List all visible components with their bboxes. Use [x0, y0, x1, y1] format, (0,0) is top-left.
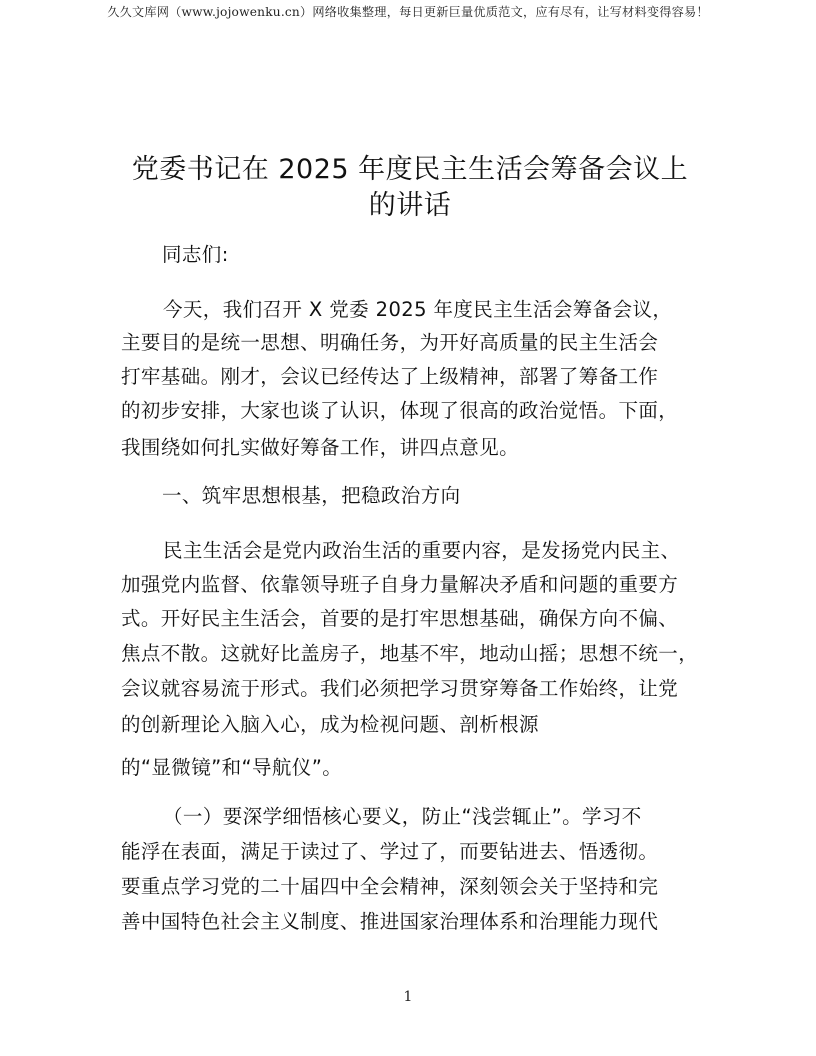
- header-note: 久久文库网（www.jojowenku.cn）网络收集整理，每日更新巨量优质范文，应有尽有，让写材料变得容易！: [107, 5, 709, 19]
- paragraph-line: 的初步安排，大家也谈了认识，体现了很高的政治觉悟。下面，: [121, 399, 679, 422]
- paragraph-line: 的创新理论入脑入心，成为检视问题、剖析根源: [121, 713, 539, 736]
- paragraph-line: 民主生活会是党内政治生活的重要内容，是发扬党内民主、: [163, 539, 681, 562]
- paragraph-line: 主要目的是统一思想、明确任务，为开好高质量的民主生活会: [121, 331, 659, 354]
- paragraph-line: 今天，我们召开 X 党委 2025 年度民主生活会筹备会议，: [163, 298, 673, 321]
- title-line-1: 党委书记在 2025 年度民主生活会筹备会议上: [131, 154, 689, 185]
- section-heading: 一、筑牢思想根基，把稳政治方向: [162, 484, 461, 507]
- paragraph-line: 要重点学习党的二十届四中全会精神，深刻领会关于坚持和完: [121, 875, 659, 898]
- paragraph-line: 的“显微镜”和“导航仪”。: [121, 756, 343, 779]
- document-title: [120, 152, 700, 224]
- paragraph-line: 焦点不散。这就好比盖房子，地基不牢，地动山摇；思想不统一，: [121, 642, 699, 665]
- paragraph-line: 加强党内监督、依靠领导班子自身力量解决矛盾和问题的重要方: [121, 573, 679, 596]
- paragraph-line: 我围绕如何扎实做好筹备工作，讲四点意见。: [121, 436, 520, 459]
- paragraph-line: 善中国特色社会主义制度、推进国家治理体系和治理能力现代: [121, 910, 659, 933]
- salutation: 同志们:: [162, 243, 229, 266]
- paragraph-line: 会议就容易流于形式。我们必须把学习贯穿筹备工作始终，让党: [121, 677, 679, 700]
- page-number: 1: [403, 989, 413, 1005]
- paragraph-line: （一）要深学细悟核心要义，防止“浅尝辄止”。学习不: [163, 805, 642, 828]
- paragraph-line: 式。开好民主生活会，首要的是打牢思想基础，确保方向不偏、: [121, 607, 679, 630]
- paragraph-line: 能浮在表面，满足于读过了、学过了，而要钻进去、悟透彻。: [121, 840, 659, 863]
- paragraph-line: 打牢基础。刚才，会议已经传达了上级精神，部署了筹备工作: [121, 365, 659, 388]
- title-line-2: 的讲话: [368, 190, 452, 221]
